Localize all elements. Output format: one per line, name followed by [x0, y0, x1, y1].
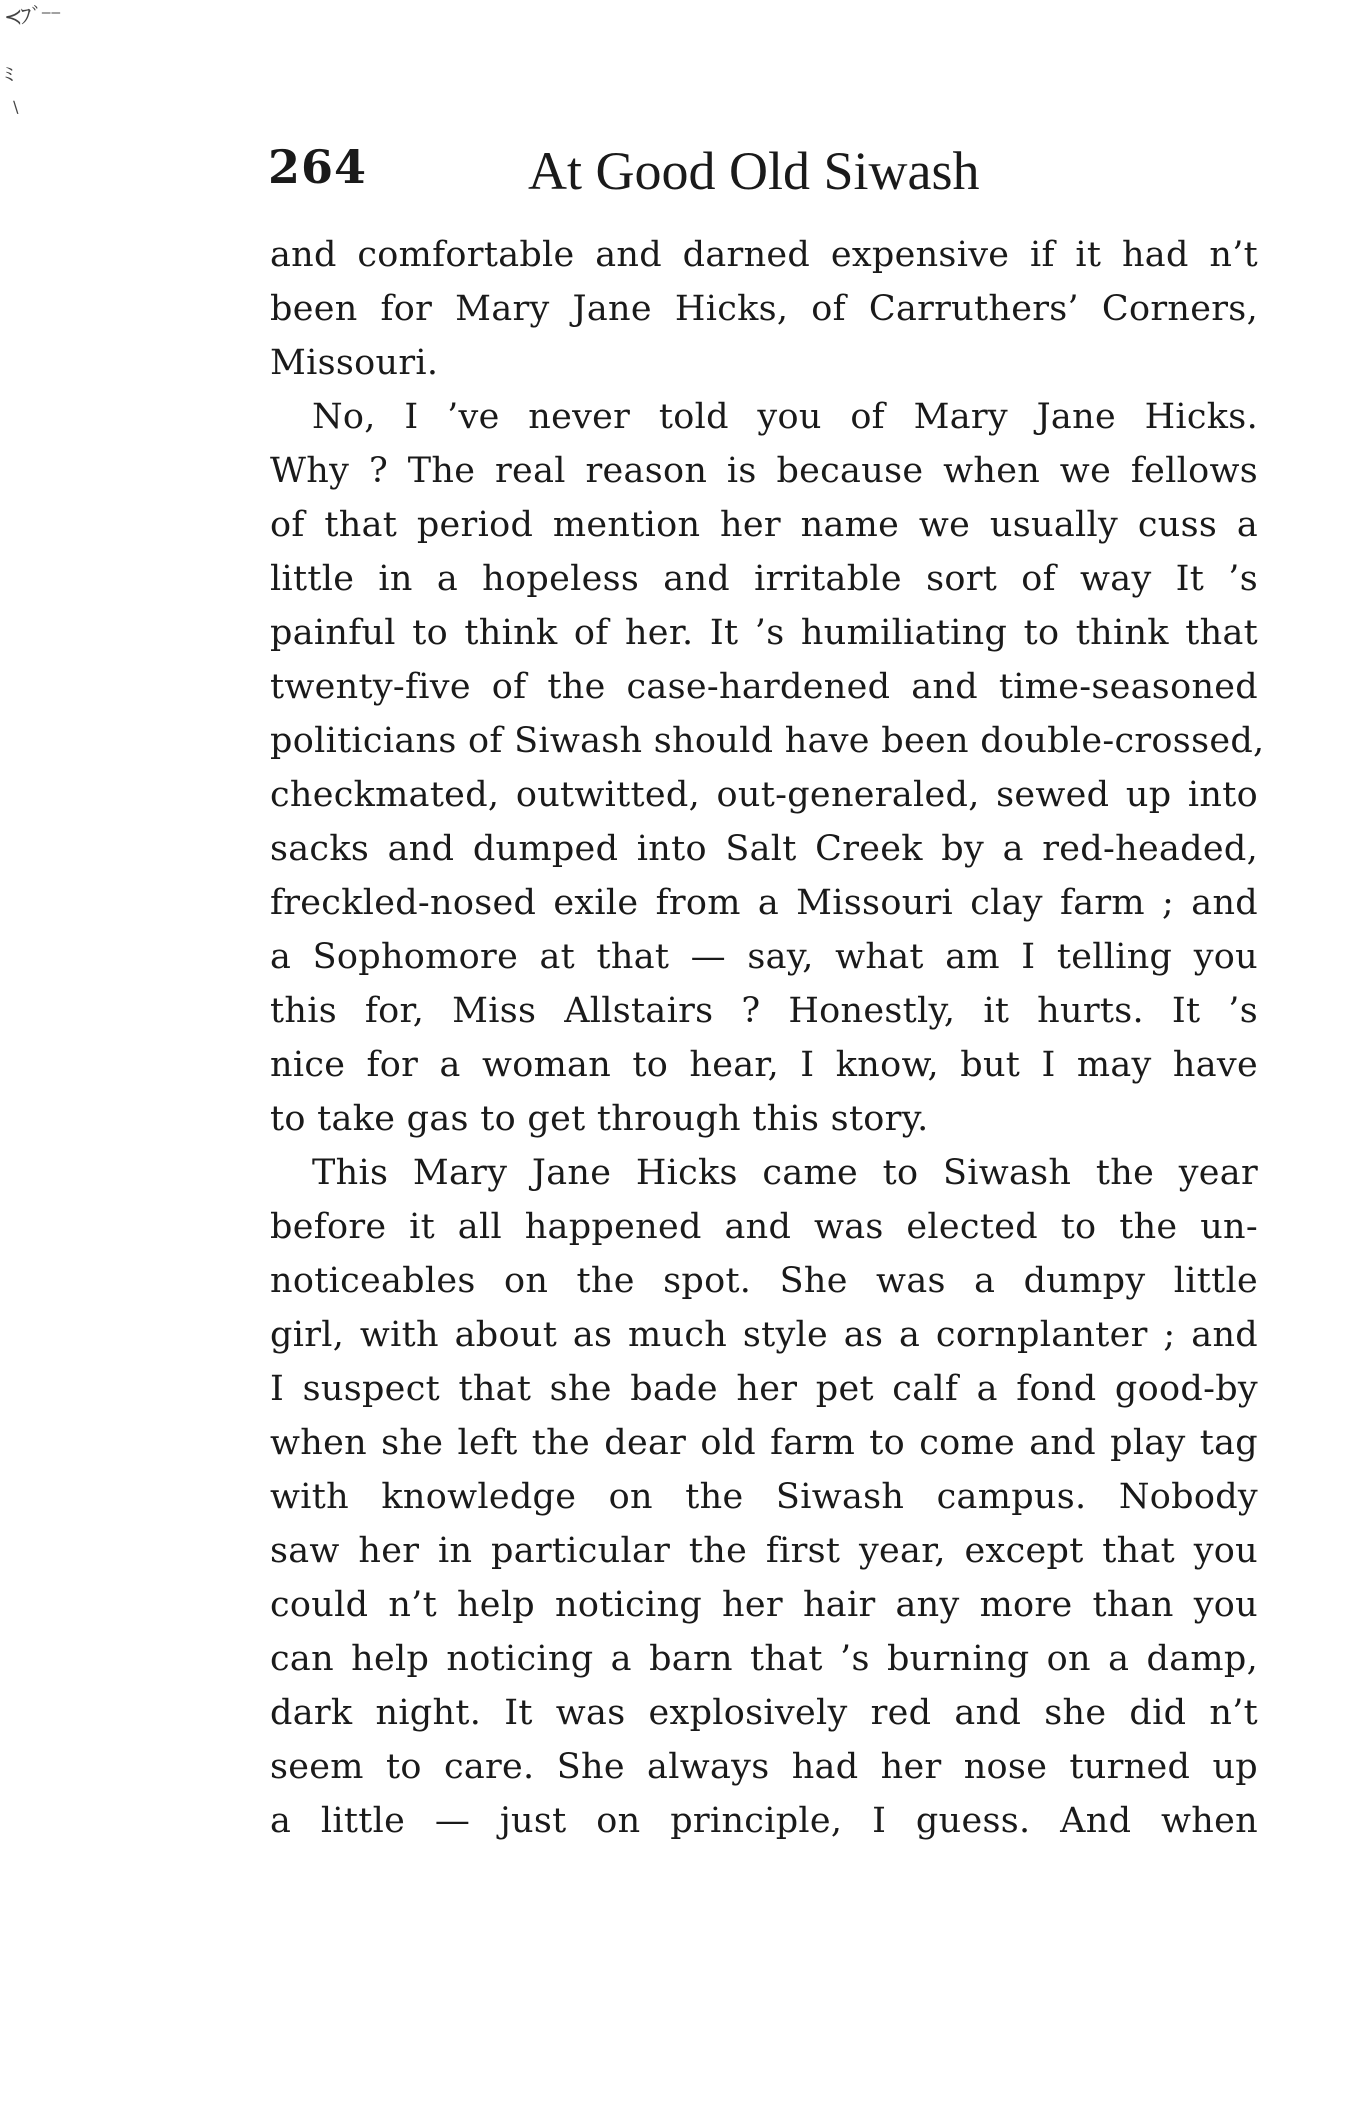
- text-line: painful to think of her. It ’s humiliating to think that: [270, 613, 1258, 653]
- text-line: politicians of Siwash should have been double-crossed,: [270, 721, 1265, 761]
- text-line: a little — just on principle, I guess. And when: [270, 1801, 1258, 1841]
- text-line: before it all happened and was elected to the un-: [270, 1207, 1258, 1247]
- scan-mark-left-a: ﾐ: [4, 62, 14, 86]
- text-line: saw her in particular the first year, except that you: [270, 1531, 1258, 1571]
- text-line: can help noticing a barn that ’s burning on a damp,: [270, 1639, 1258, 1679]
- running-title: At Good Old Siwash: [528, 141, 980, 201]
- text-line: when she left the dear old farm to come and play tag: [270, 1423, 1258, 1463]
- body-text: [270, 228, 1265, 1848]
- text-line: been for Mary Jane Hicks, of Carruthers’ Corners,: [270, 289, 1258, 329]
- text-line: No, I ’ve never told you of Mary Jane Hicks.: [312, 397, 1258, 437]
- paragraph: [270, 390, 1265, 1146]
- text-line: could n’t help noticing her hair any more than you: [270, 1585, 1258, 1625]
- text-line: seem to care. She always had her nose turned up: [270, 1747, 1258, 1787]
- text-line: to take gas to get through this story.: [270, 1099, 929, 1139]
- text-line: This Mary Jane Hicks came to Siwash the year: [312, 1153, 1258, 1193]
- text-line: little in a hopeless and irritable sort of way It ’s: [270, 559, 1258, 599]
- text-line: checkmated, outwitted, out-generaled, sewed up into: [270, 775, 1258, 815]
- text-line: freckled-nosed exile from a Missouri clay farm ; and: [270, 883, 1258, 923]
- paragraph: [270, 228, 1258, 390]
- text-line: I suspect that she bade her pet calf a fond good-by: [270, 1369, 1258, 1409]
- text-line: girl, with about as much style as a cornplanter ; and: [270, 1315, 1258, 1355]
- text-line: sacks and dumped into Salt Creek by a red-headed,: [270, 829, 1258, 869]
- text-line: of that period mention her name we usually cuss a: [270, 505, 1258, 545]
- text-line: Missouri.: [270, 343, 439, 383]
- scan-mark-left-b: ∖: [10, 98, 21, 117]
- text-line: this for, Miss Allstairs ? Honestly, it hurts. It ’s: [270, 991, 1258, 1031]
- text-line: noticeables on the spot. She was a dumpy little: [270, 1261, 1258, 1301]
- scan-mark-top: ≺ﾌﾞ⁻⁻: [4, 5, 60, 30]
- paragraph: [270, 1146, 1258, 1848]
- text-line: a Sophomore at that — say, what am I telling you: [270, 937, 1258, 977]
- page-header: [268, 140, 1258, 220]
- text-line: Why ? The real reason is because when we fellows: [270, 451, 1258, 491]
- text-line: twenty-five of the case-hardened and time-seasoned: [270, 667, 1258, 707]
- text-line: dark night. It was explosively red and she did n’t: [270, 1693, 1258, 1733]
- text-line: with knowledge on the Siwash campus. Nobody: [270, 1477, 1258, 1517]
- text-line: and comfortable and darned expensive if it had n’t: [270, 235, 1258, 275]
- text-line: nice for a woman to hear, I know, but I may have: [270, 1045, 1258, 1085]
- page-number: 264: [268, 140, 368, 194]
